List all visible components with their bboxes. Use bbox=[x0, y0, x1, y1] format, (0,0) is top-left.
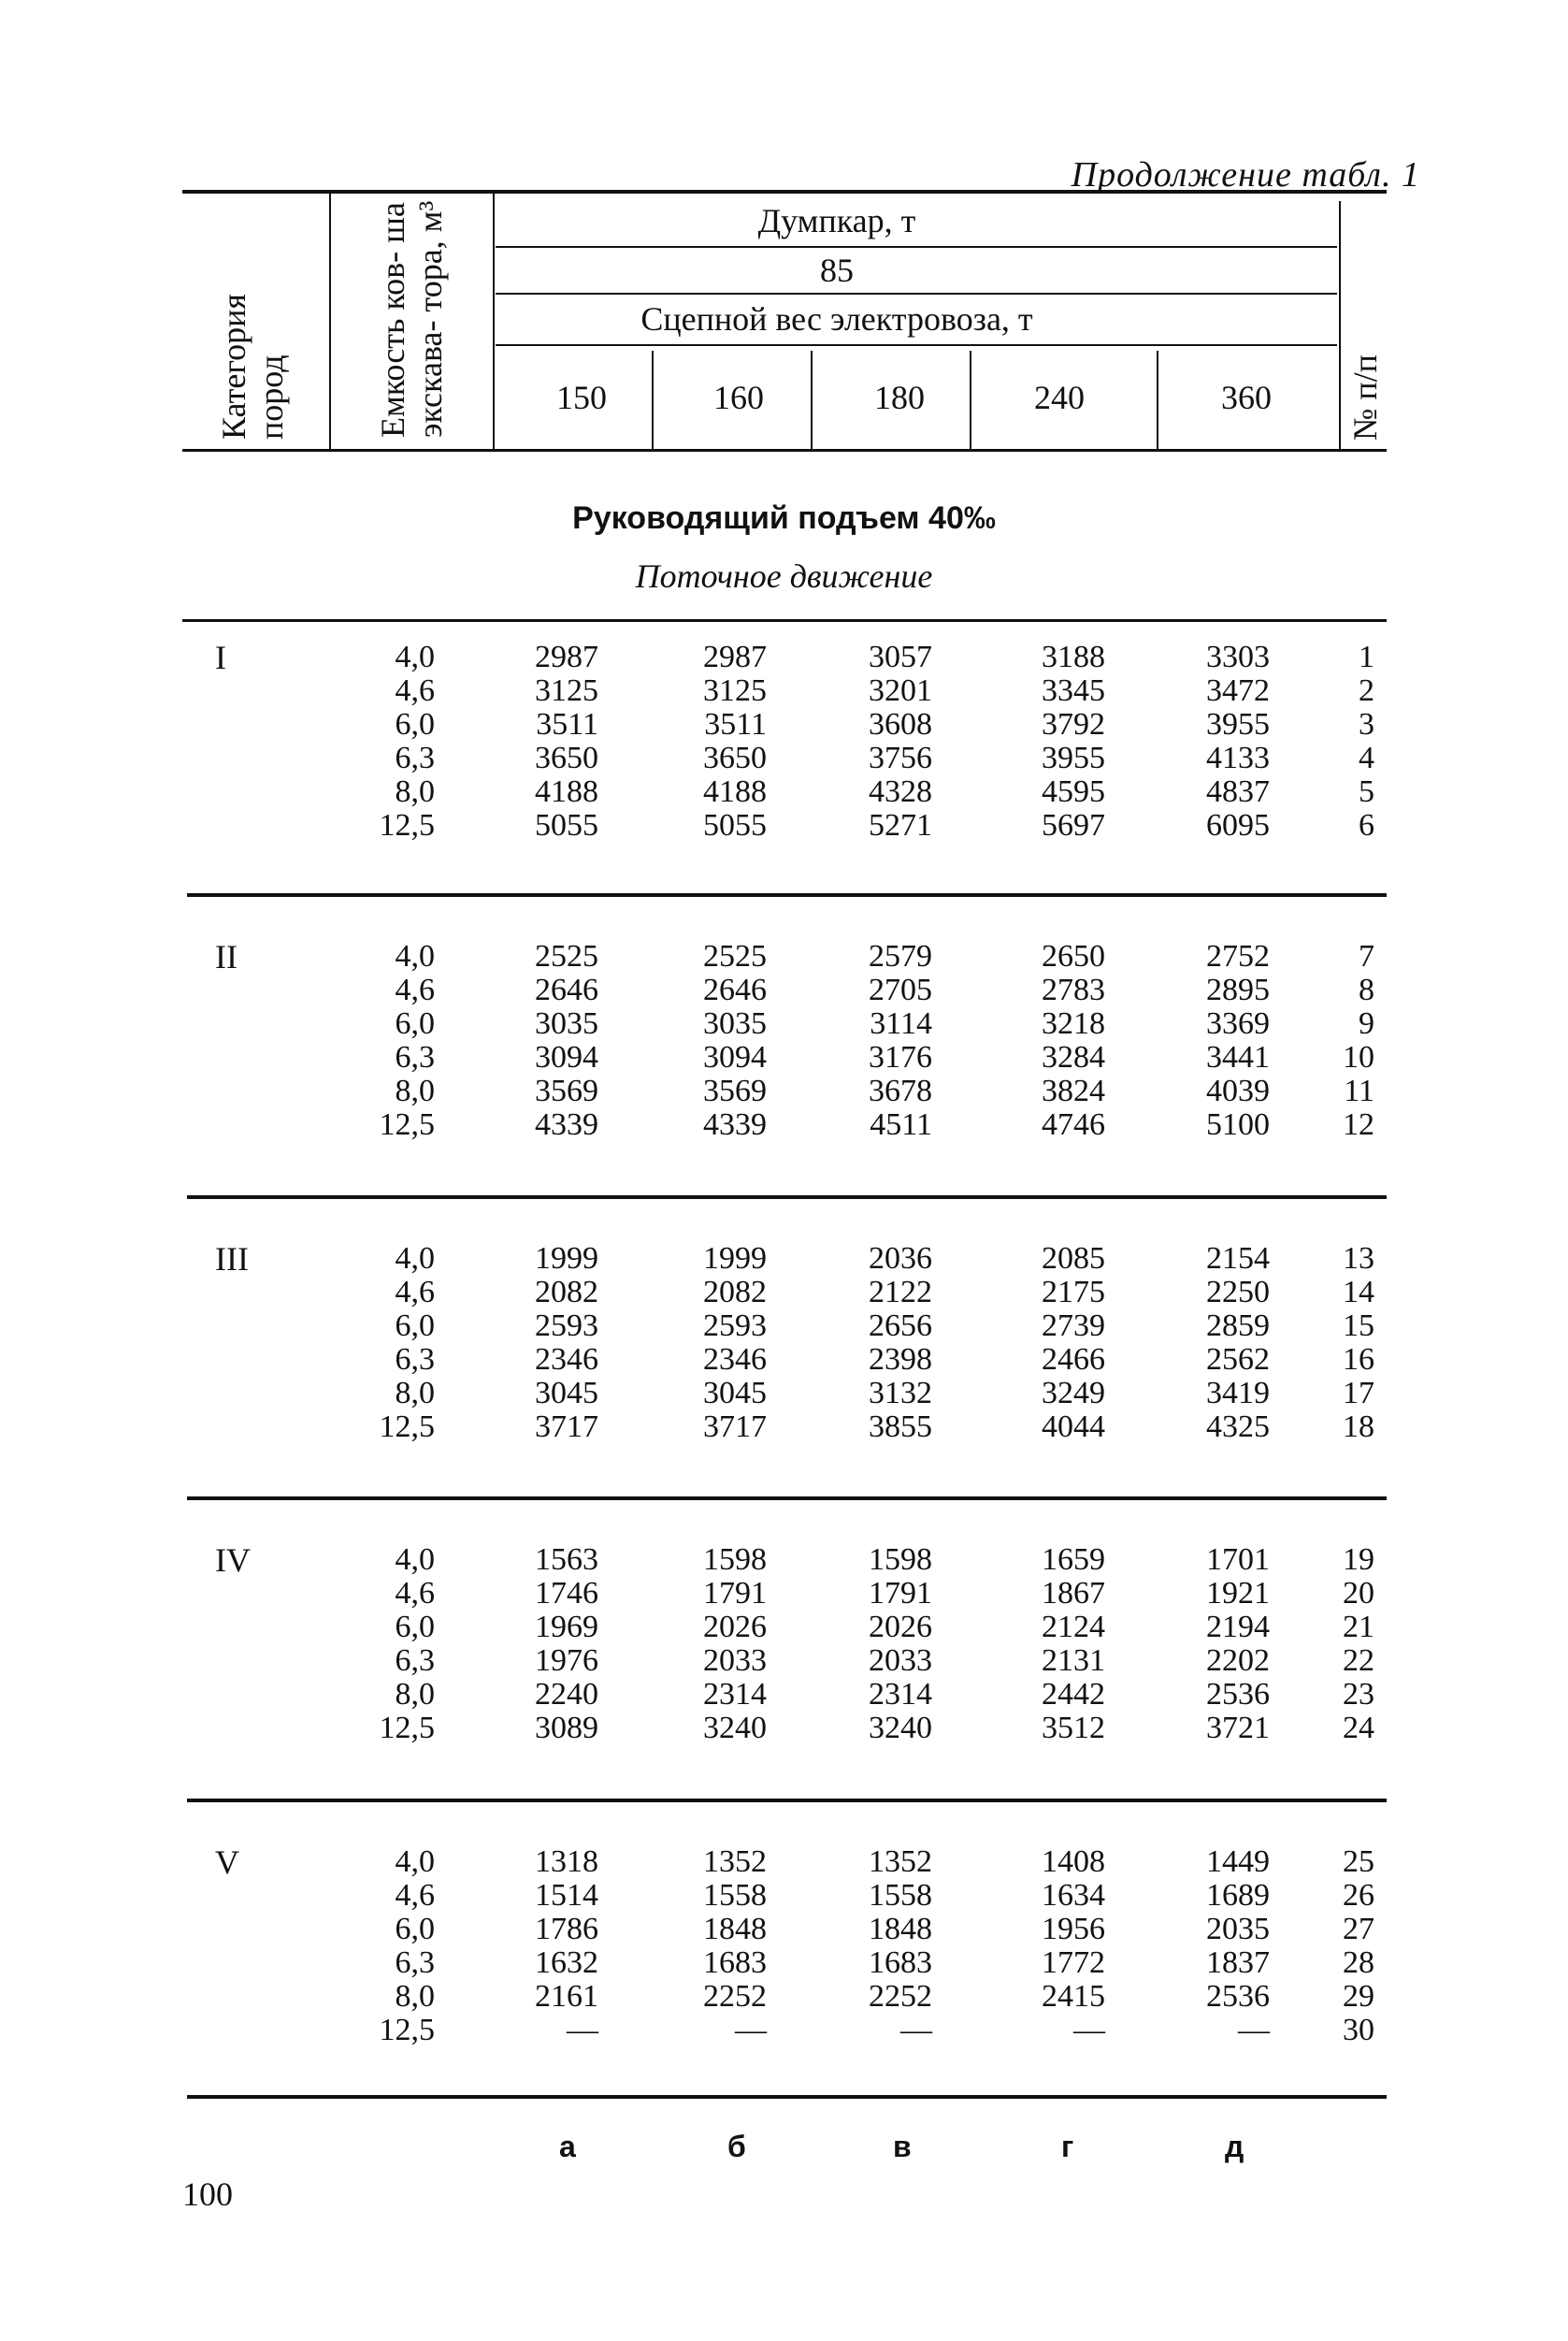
table-cell-g: 2783 bbox=[1042, 973, 1105, 1007]
bucket-capacity: 4,0 bbox=[395, 1241, 435, 1276]
table-cell-d: 2895 bbox=[1206, 973, 1270, 1007]
bucket-capacity: 4,0 bbox=[395, 640, 435, 674]
header-sub-rule-1 bbox=[496, 246, 1337, 248]
row-number: 12 bbox=[1343, 1107, 1374, 1142]
table-cell-a: 2082 bbox=[535, 1275, 598, 1309]
bucket-capacity: 4,6 bbox=[395, 1275, 435, 1309]
table-cell-d: 2154 bbox=[1206, 1241, 1270, 1276]
row-number: 19 bbox=[1343, 1542, 1374, 1577]
table-cell-d: 2202 bbox=[1206, 1643, 1270, 1678]
table-cell-b: 3511 bbox=[704, 707, 767, 742]
table-cell-v: 2705 bbox=[869, 973, 932, 1007]
table-cell-v: 3855 bbox=[869, 1409, 932, 1444]
row-number: 6 bbox=[1359, 808, 1374, 843]
table-cell-d: 2859 bbox=[1206, 1308, 1270, 1343]
section-title: Руководящий подъем 40‰ bbox=[572, 500, 996, 536]
bucket-capacity: 8,0 bbox=[395, 1376, 435, 1410]
table-cell-a: 3094 bbox=[535, 1040, 598, 1075]
group-separator bbox=[187, 1799, 1387, 1802]
table-cell-g: 2415 bbox=[1042, 1979, 1105, 2014]
table-cell-b: 1598 bbox=[703, 1542, 767, 1577]
table-cell-g: 3284 bbox=[1042, 1040, 1105, 1075]
row-number: 24 bbox=[1343, 1711, 1374, 1745]
row-number: 21 bbox=[1343, 1610, 1374, 1644]
rock-category-group bbox=[0, 641, 1568, 843]
table-cell-b: 3717 bbox=[703, 1409, 767, 1444]
table-cell-b: 5055 bbox=[703, 808, 767, 843]
table-cell-a: 2240 bbox=[535, 1677, 598, 1712]
table-cell-g: 2650 bbox=[1042, 939, 1105, 974]
table-cell-g: 1956 bbox=[1042, 1912, 1105, 1946]
column-letter-g: г bbox=[1061, 2130, 1074, 2163]
table-cell-g: 3345 bbox=[1042, 673, 1105, 708]
row-number: 17 bbox=[1343, 1376, 1374, 1410]
table-cell-v: 3608 bbox=[869, 707, 932, 742]
table-cell-v: 2122 bbox=[869, 1275, 932, 1309]
table-cell-d: 2536 bbox=[1206, 1979, 1270, 2014]
table-cell-b: 3240 bbox=[703, 1711, 767, 1745]
table-cell-g: 4595 bbox=[1042, 774, 1105, 809]
table-cell-g: 2131 bbox=[1042, 1643, 1105, 1678]
table-cell-b: 3569 bbox=[703, 1074, 767, 1108]
group-separator bbox=[187, 1496, 1387, 1500]
table-cell-g: 2124 bbox=[1042, 1610, 1105, 1644]
table-cell-v: 1791 bbox=[869, 1576, 932, 1611]
table-cell-v: 4511 bbox=[870, 1107, 932, 1142]
table-cell-v: — bbox=[900, 2013, 932, 2047]
table-cell-b: 2082 bbox=[703, 1275, 767, 1309]
rock-category: II bbox=[215, 938, 237, 975]
table-cell-a: 2346 bbox=[535, 1342, 598, 1377]
header-weight-240: 240 bbox=[1034, 379, 1085, 416]
table-cell-d: 2562 bbox=[1206, 1342, 1270, 1377]
table-cell-a: 5055 bbox=[535, 808, 598, 843]
rock-category: V bbox=[215, 1843, 239, 1881]
table-cell-a: 1976 bbox=[535, 1643, 598, 1678]
table-cell-d: 3955 bbox=[1206, 707, 1270, 742]
table-cell-a: 3089 bbox=[535, 1711, 598, 1745]
table-cell-v: 2252 bbox=[869, 1979, 932, 2014]
row-number: 8 bbox=[1359, 973, 1374, 1007]
table-cell-b: 3094 bbox=[703, 1040, 767, 1075]
table-cell-d: 2752 bbox=[1206, 939, 1270, 974]
table-cell-d: 4133 bbox=[1206, 741, 1270, 775]
table-cell-d: 3441 bbox=[1206, 1040, 1270, 1075]
weight-divider-4 bbox=[1157, 351, 1158, 449]
table-cell-v: 3678 bbox=[869, 1074, 932, 1108]
table-cell-a: 3511 bbox=[536, 707, 598, 742]
header-row-number: № п/п bbox=[1346, 354, 1384, 441]
table-cell-g: 1408 bbox=[1042, 1844, 1105, 1879]
table-cell-b: 2314 bbox=[703, 1677, 767, 1712]
table-cell-a: 1632 bbox=[535, 1945, 598, 1980]
rock-category-group bbox=[0, 1543, 1568, 1745]
header-category: Категория пород bbox=[215, 294, 290, 440]
table-cell-v: 2398 bbox=[869, 1342, 932, 1377]
table-cell-b: 3045 bbox=[703, 1376, 767, 1410]
weight-divider-2 bbox=[811, 351, 813, 449]
header-weight-160: 160 bbox=[713, 379, 764, 416]
table-cell-a: 3125 bbox=[535, 673, 598, 708]
bucket-capacity: 4,0 bbox=[395, 1844, 435, 1879]
table-cell-d: — bbox=[1238, 2013, 1270, 2047]
table-cell-d: 1837 bbox=[1206, 1945, 1270, 1980]
row-number: 14 bbox=[1343, 1275, 1374, 1309]
table-cell-a: 1746 bbox=[535, 1576, 598, 1611]
table-cell-b: 2987 bbox=[703, 640, 767, 674]
table-cell-v: 3756 bbox=[869, 741, 932, 775]
bucket-capacity: 6,0 bbox=[395, 707, 435, 742]
table-cell-v: 5271 bbox=[869, 808, 932, 843]
row-number: 25 bbox=[1343, 1844, 1374, 1879]
bucket-capacity: 12,5 bbox=[379, 1409, 435, 1444]
table-cell-a: 1786 bbox=[535, 1912, 598, 1946]
body-bottom-rule bbox=[187, 2095, 1387, 2099]
bucket-capacity: 4,6 bbox=[395, 973, 435, 1007]
table-cell-d: 6095 bbox=[1206, 808, 1270, 843]
table-cell-a: 4188 bbox=[535, 774, 598, 809]
table-cell-d: 4039 bbox=[1206, 1074, 1270, 1108]
rock-category: III bbox=[215, 1240, 249, 1278]
bucket-capacity: 8,0 bbox=[395, 1074, 435, 1108]
table-cell-v: 3176 bbox=[869, 1040, 932, 1075]
row-number: 18 bbox=[1343, 1409, 1374, 1444]
table-cell-d: 3303 bbox=[1206, 640, 1270, 674]
section-subtitle: Поточное движение bbox=[635, 557, 933, 595]
row-number: 23 bbox=[1343, 1677, 1374, 1712]
table-cell-g: 4746 bbox=[1042, 1107, 1105, 1142]
table-cell-v: 2314 bbox=[869, 1677, 932, 1712]
rock-category: I bbox=[215, 639, 226, 676]
row-number: 30 bbox=[1343, 2013, 1374, 2047]
row-number: 16 bbox=[1343, 1342, 1374, 1377]
table-cell-a: 3717 bbox=[535, 1409, 598, 1444]
table-cell-a: 3569 bbox=[535, 1074, 598, 1108]
table-cell-b: 3125 bbox=[703, 673, 767, 708]
table-cell-v: 3240 bbox=[869, 1711, 932, 1745]
table-cell-b: 1791 bbox=[703, 1576, 767, 1611]
table-cell-v: 3057 bbox=[869, 640, 932, 674]
table-cell-v: 2026 bbox=[869, 1610, 932, 1644]
row-number: 15 bbox=[1343, 1308, 1374, 1343]
group-separator bbox=[187, 1195, 1387, 1199]
table-cell-g: 1634 bbox=[1042, 1878, 1105, 1913]
table-cell-b: 2252 bbox=[703, 1979, 767, 2014]
table-cell-g: 3218 bbox=[1042, 1006, 1105, 1041]
table-cell-d: 2194 bbox=[1206, 1610, 1270, 1644]
bucket-capacity: 6,0 bbox=[395, 1308, 435, 1343]
table-cell-a: 1318 bbox=[535, 1844, 598, 1879]
weight-divider-1 bbox=[652, 351, 654, 449]
table-cell-a: 1563 bbox=[535, 1542, 598, 1577]
table-cell-d: 1689 bbox=[1206, 1878, 1270, 1913]
row-number: 9 bbox=[1359, 1006, 1374, 1041]
table-cell-v: 1683 bbox=[869, 1945, 932, 1980]
page-number: 100 bbox=[182, 2175, 233, 2213]
header-sub-rule-3 bbox=[496, 344, 1337, 346]
bucket-capacity: 12,5 bbox=[379, 1107, 435, 1142]
table-cell-a: 3035 bbox=[535, 1006, 598, 1041]
table-cell-b: 3035 bbox=[703, 1006, 767, 1041]
table-cell-g: 2085 bbox=[1042, 1241, 1105, 1276]
table-cell-v: 2656 bbox=[869, 1308, 932, 1343]
bucket-capacity: 6,3 bbox=[395, 1643, 435, 1678]
table-cell-b: 1352 bbox=[703, 1844, 767, 1879]
bucket-capacity: 6,0 bbox=[395, 1006, 435, 1041]
table-cell-b: 2525 bbox=[703, 939, 767, 974]
table-cell-g: 3512 bbox=[1042, 1711, 1105, 1745]
row-number: 2 bbox=[1359, 673, 1374, 708]
table-cell-d: 3369 bbox=[1206, 1006, 1270, 1041]
table-cell-d: 3472 bbox=[1206, 673, 1270, 708]
table-cell-g: 4044 bbox=[1042, 1409, 1105, 1444]
rock-category-group bbox=[0, 940, 1568, 1142]
bucket-capacity: 12,5 bbox=[379, 808, 435, 843]
rock-category-group bbox=[0, 1242, 1568, 1444]
table-cell-d: 1701 bbox=[1206, 1542, 1270, 1577]
table-cell-a: 2987 bbox=[535, 640, 598, 674]
bucket-capacity: 8,0 bbox=[395, 1677, 435, 1712]
column-letter-d: д bbox=[1225, 2130, 1244, 2163]
table-cell-v: 1558 bbox=[869, 1878, 932, 1913]
row-number: 1 bbox=[1359, 640, 1374, 674]
column-letter-b: б bbox=[727, 2130, 746, 2163]
table-cell-d: 4325 bbox=[1206, 1409, 1270, 1444]
bucket-capacity: 4,6 bbox=[395, 1576, 435, 1611]
header-loco: Сцепной вес электровоза, т bbox=[640, 300, 1033, 338]
rock-category: IV bbox=[215, 1541, 251, 1579]
table-cell-v: 1352 bbox=[869, 1844, 932, 1879]
header-dumpcar: Думпкар, т bbox=[757, 202, 916, 239]
table-cell-g: 5697 bbox=[1042, 808, 1105, 843]
table-cell-g: 1659 bbox=[1042, 1542, 1105, 1577]
table-cell-v: 1598 bbox=[869, 1542, 932, 1577]
table-cell-b: 2026 bbox=[703, 1610, 767, 1644]
table-cell-g: 3188 bbox=[1042, 640, 1105, 674]
table-cell-g: 3824 bbox=[1042, 1074, 1105, 1108]
table-cell-a: 1999 bbox=[535, 1241, 598, 1276]
bucket-capacity: 6,0 bbox=[395, 1912, 435, 1946]
table-cell-d: 3419 bbox=[1206, 1376, 1270, 1410]
table-cell-g: 3792 bbox=[1042, 707, 1105, 742]
table-cell-g: 3249 bbox=[1042, 1376, 1105, 1410]
bucket-capacity: 8,0 bbox=[395, 1979, 435, 2014]
table-cell-a: 4339 bbox=[535, 1107, 598, 1142]
table-cell-b: 2646 bbox=[703, 973, 767, 1007]
bucket-capacity: 6,3 bbox=[395, 1342, 435, 1377]
bucket-capacity: 8,0 bbox=[395, 774, 435, 809]
bucket-capacity: 6,3 bbox=[395, 1040, 435, 1075]
header-weight-180: 180 bbox=[874, 379, 925, 416]
table-cell-v: 2033 bbox=[869, 1643, 932, 1678]
table-cell-a: — bbox=[567, 2013, 598, 2047]
column-letter-a: а bbox=[559, 2130, 576, 2163]
table-cell-b: 2346 bbox=[703, 1342, 767, 1377]
bucket-capacity: 4,0 bbox=[395, 939, 435, 974]
bucket-capacity: 6,3 bbox=[395, 741, 435, 775]
header-weight-150: 150 bbox=[556, 379, 607, 416]
table-cell-a: 3045 bbox=[535, 1376, 598, 1410]
table-cell-b: 1683 bbox=[703, 1945, 767, 1980]
row-number: 20 bbox=[1343, 1576, 1374, 1611]
header-divider-1 bbox=[329, 192, 331, 449]
table-cell-d: 2035 bbox=[1206, 1912, 1270, 1946]
body-top-rule bbox=[182, 619, 1387, 622]
header-bucket: Емкость ков- ша экскава- тора, м³ bbox=[374, 200, 449, 438]
header-divider-2 bbox=[493, 192, 495, 449]
header-dumpcar-value: 85 bbox=[820, 252, 854, 289]
row-number: 27 bbox=[1343, 1912, 1374, 1946]
table-cell-a: 2646 bbox=[535, 973, 598, 1007]
bucket-capacity: 4,6 bbox=[395, 1878, 435, 1913]
table-cell-b: 3650 bbox=[703, 741, 767, 775]
table-cell-v: 2036 bbox=[869, 1241, 932, 1276]
table-cell-d: 2536 bbox=[1206, 1677, 1270, 1712]
table-cell-b: 1999 bbox=[703, 1241, 767, 1276]
table-cell-a: 1969 bbox=[535, 1610, 598, 1644]
table-cell-g: 2739 bbox=[1042, 1308, 1105, 1343]
table-cell-v: 1848 bbox=[869, 1912, 932, 1946]
row-number: 10 bbox=[1343, 1040, 1374, 1075]
table-cell-d: 4837 bbox=[1206, 774, 1270, 809]
row-number: 22 bbox=[1343, 1643, 1374, 1678]
table-cell-d: 5100 bbox=[1206, 1107, 1270, 1142]
header-bottom-rule bbox=[182, 449, 1387, 452]
row-number: 3 bbox=[1359, 707, 1374, 742]
bucket-capacity: 12,5 bbox=[379, 2013, 435, 2047]
bucket-capacity: 6,0 bbox=[395, 1610, 435, 1644]
table-cell-v: 3201 bbox=[869, 673, 932, 708]
table-cell-d: 3721 bbox=[1206, 1711, 1270, 1745]
table-cell-d: 1449 bbox=[1206, 1844, 1270, 1879]
table-cell-a: 3650 bbox=[535, 741, 598, 775]
table-cell-b: 1848 bbox=[703, 1912, 767, 1946]
header-divider-3 bbox=[1339, 201, 1341, 449]
row-number: 26 bbox=[1343, 1878, 1374, 1913]
table-cell-d: 2250 bbox=[1206, 1275, 1270, 1309]
header-weight-360: 360 bbox=[1221, 379, 1272, 416]
table-cell-g: — bbox=[1073, 2013, 1105, 2047]
rock-category-group bbox=[0, 1845, 1568, 2047]
header-top-rule bbox=[182, 190, 1387, 194]
column-letter-v: в bbox=[893, 2130, 912, 2163]
table-cell-v: 4328 bbox=[869, 774, 932, 809]
table-cell-a: 2161 bbox=[535, 1979, 598, 2014]
table-cell-g: 2175 bbox=[1042, 1275, 1105, 1309]
row-number: 11 bbox=[1344, 1074, 1374, 1108]
row-number: 4 bbox=[1359, 741, 1374, 775]
bucket-capacity: 6,3 bbox=[395, 1945, 435, 1980]
row-number: 5 bbox=[1359, 774, 1374, 809]
table-cell-v: 3114 bbox=[870, 1006, 932, 1041]
table-cell-b: 2033 bbox=[703, 1643, 767, 1678]
table-cell-b: 2593 bbox=[703, 1308, 767, 1343]
continuation-label: Продолжение табл. 1 bbox=[1071, 155, 1420, 195]
header-sub-rule-2 bbox=[496, 293, 1337, 295]
bucket-capacity: 4,0 bbox=[395, 1542, 435, 1577]
table-cell-b: 4339 bbox=[703, 1107, 767, 1142]
table-cell-b: — bbox=[735, 2013, 767, 2047]
table-cell-g: 2466 bbox=[1042, 1342, 1105, 1377]
bucket-capacity: 12,5 bbox=[379, 1711, 435, 1745]
weight-divider-3 bbox=[970, 351, 971, 449]
table-cell-g: 2442 bbox=[1042, 1677, 1105, 1712]
table-cell-b: 4188 bbox=[703, 774, 767, 809]
table-cell-a: 2593 bbox=[535, 1308, 598, 1343]
table-cell-g: 3955 bbox=[1042, 741, 1105, 775]
table-cell-b: 1558 bbox=[703, 1878, 767, 1913]
table-cell-v: 3132 bbox=[869, 1376, 932, 1410]
table-cell-a: 1514 bbox=[535, 1878, 598, 1913]
row-number: 29 bbox=[1343, 1979, 1374, 2014]
group-separator bbox=[187, 893, 1387, 897]
table-cell-g: 1867 bbox=[1042, 1576, 1105, 1611]
bucket-capacity: 4,6 bbox=[395, 673, 435, 708]
table-cell-a: 2525 bbox=[535, 939, 598, 974]
table-cell-d: 1921 bbox=[1206, 1576, 1270, 1611]
row-number: 7 bbox=[1359, 939, 1374, 974]
row-number: 28 bbox=[1343, 1945, 1374, 1980]
table-cell-g: 1772 bbox=[1042, 1945, 1105, 1980]
table-cell-v: 2579 bbox=[869, 939, 932, 974]
row-number: 13 bbox=[1343, 1241, 1374, 1276]
